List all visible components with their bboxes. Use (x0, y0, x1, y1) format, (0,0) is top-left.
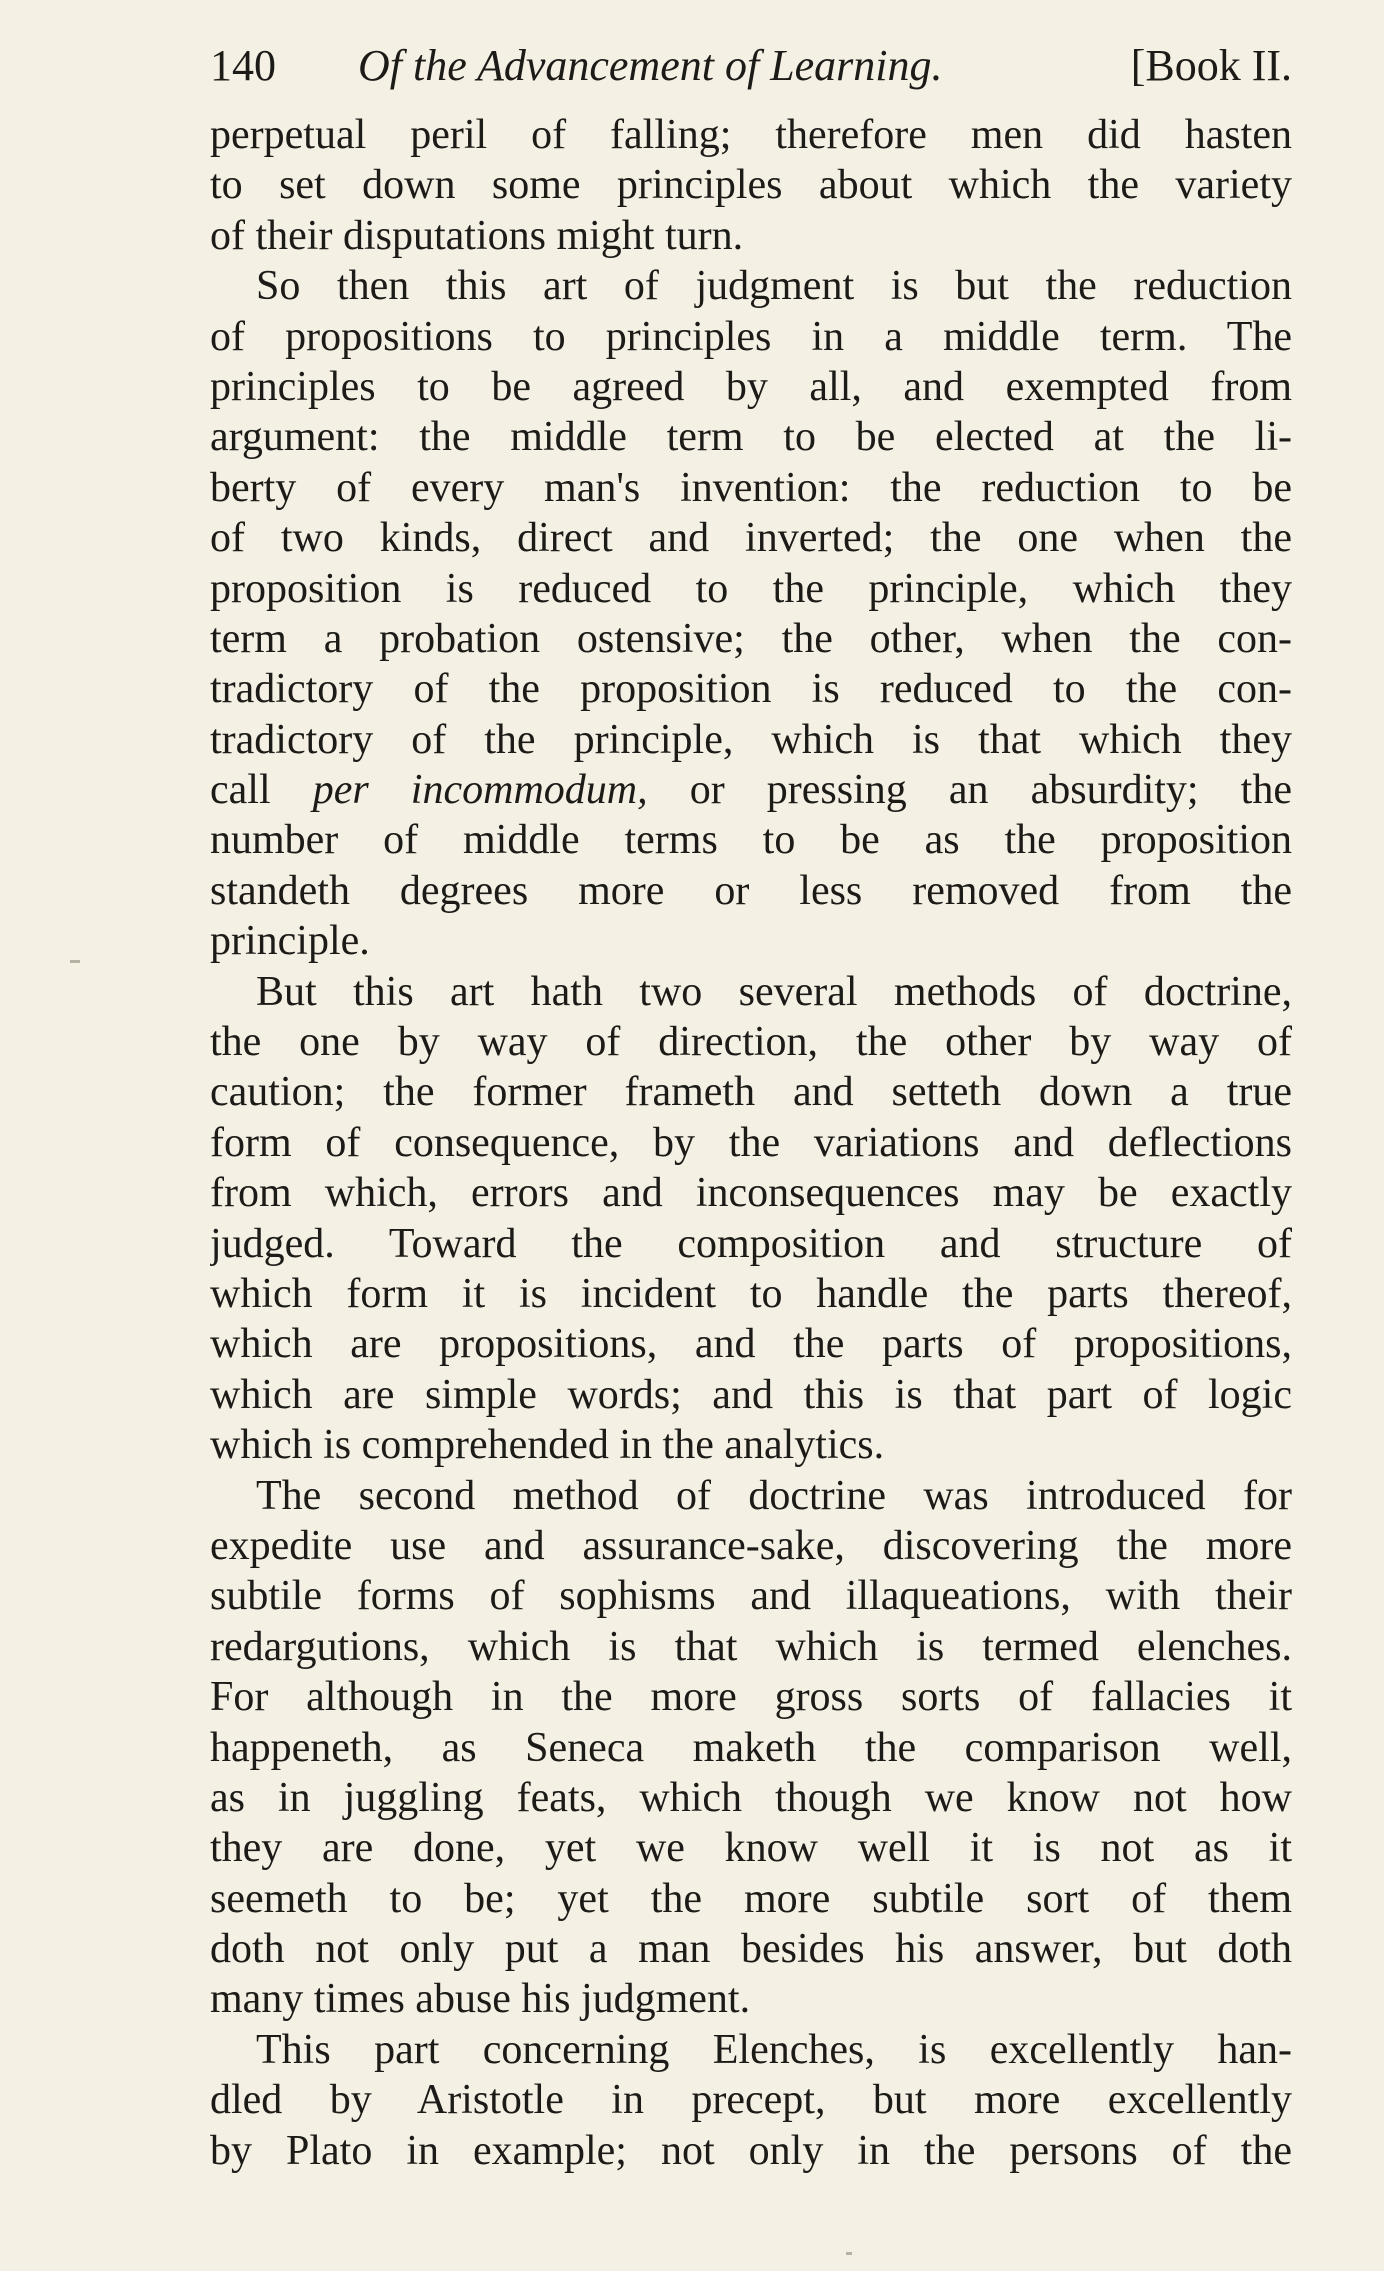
text-line: many times abuse his judgment. (210, 1976, 751, 2023)
text-line: which form it is incident to handle the parts thereof, (210, 1270, 1292, 1317)
text-line: expedite use and assurance-sake, discovering the more (210, 1522, 1292, 1569)
text-line: This part concerning Elenches, is excellently han- (256, 2026, 1292, 2073)
text-line: by Plato in example; not only in the persons of the (210, 2127, 1292, 2174)
page-header (210, 30, 1292, 102)
text-line: as in juggling feats, which though we know not how (210, 1774, 1292, 1821)
text-line: they are done, yet we know well it is not as it (210, 1825, 1292, 1872)
text-line: principles to be agreed by all, and exempted from (210, 363, 1292, 410)
text-line: form of consequence, by the variations and deflections (210, 1119, 1292, 1166)
text-line: dled by Aristotle in precept, but more excellently (210, 2077, 1292, 2124)
text-line: seemeth to be; yet the more subtile sort of them (210, 1875, 1292, 1922)
book-label: [Book II. (1130, 41, 1292, 90)
text-line: from which, errors and inconsequences may be exactly (210, 1170, 1292, 1217)
text-line: tradictory of the proposition is reduced to the con- (210, 666, 1292, 713)
paragraph (210, 2025, 1292, 2176)
text-line: caution; the former frameth and setteth down a true (210, 1069, 1292, 1116)
text-line: number of middle terms to be as the proposition (210, 817, 1292, 864)
text-line: happeneth, as Seneca maketh the comparison well, (210, 1724, 1292, 1771)
running-title: Of the Advancement of Learning. (358, 41, 943, 90)
text-line: which are propositions, and the parts of propositions, (210, 1321, 1292, 1368)
paragraph (210, 261, 1292, 966)
text-line: of two kinds, direct and inverted; the one when the (210, 515, 1292, 562)
text-segment: or pressing an absurdity; the (647, 767, 1292, 814)
paragraph (210, 1471, 1292, 2025)
text-line: judged. Toward the composition and structure of (210, 1220, 1292, 1267)
text-line: proposition is reduced to the principle, which they (210, 565, 1292, 612)
text-line-with-italic (210, 765, 1292, 815)
text-line: So then this art of judgment is but the reduction (256, 263, 1292, 310)
text-line: of their disputations might turn. (210, 212, 744, 259)
text-line: subtile forms of sophisms and illaqueations, with their (210, 1573, 1292, 1620)
text-line: redargutions, which is that which is termed elenches. (210, 1623, 1292, 1670)
text-segment: call (210, 767, 313, 814)
italic-phrase: per incommodum, (312, 767, 648, 814)
text-line: which are simple words; and this is that part of logic (210, 1371, 1292, 1418)
text-line: to set down some principles about which the variety (210, 162, 1292, 209)
text-line: the one by way of direction, the other by way of (210, 1019, 1292, 1066)
text-line: tradictory of the principle, which is that which they (210, 716, 1292, 763)
text-line: standeth degrees more or less removed from the (210, 867, 1292, 914)
text-line: of propositions to principles in a middle term. The (210, 313, 1292, 360)
paragraph (210, 967, 1292, 1471)
text-line: argument: the middle term to be elected at the li- (210, 414, 1292, 461)
margin-mark (70, 960, 80, 963)
text-line: principle. (210, 918, 370, 965)
text-line: berty of every man's invention: the reduction to be (210, 464, 1292, 511)
margin-mark (846, 2252, 852, 2255)
text-line: perpetual peril of falling; therefore men did hasten (210, 112, 1292, 158)
text-line: For although in the more gross sorts of fallacies it (210, 1674, 1292, 1721)
text-line: which is comprehended in the analytics. (210, 1422, 885, 1469)
text-line: doth not only put a man besides his answer, but doth (210, 1926, 1292, 1973)
paragraph (210, 110, 1292, 261)
page-number: 140 (210, 41, 276, 90)
body-text (210, 110, 1292, 2176)
text-line: But this art hath two several methods of doctrine, (256, 968, 1292, 1015)
text-line: term a probation ostensive; the other, when the con- (210, 615, 1292, 662)
text-line: The second method of doctrine was introduced for (256, 1472, 1292, 1519)
